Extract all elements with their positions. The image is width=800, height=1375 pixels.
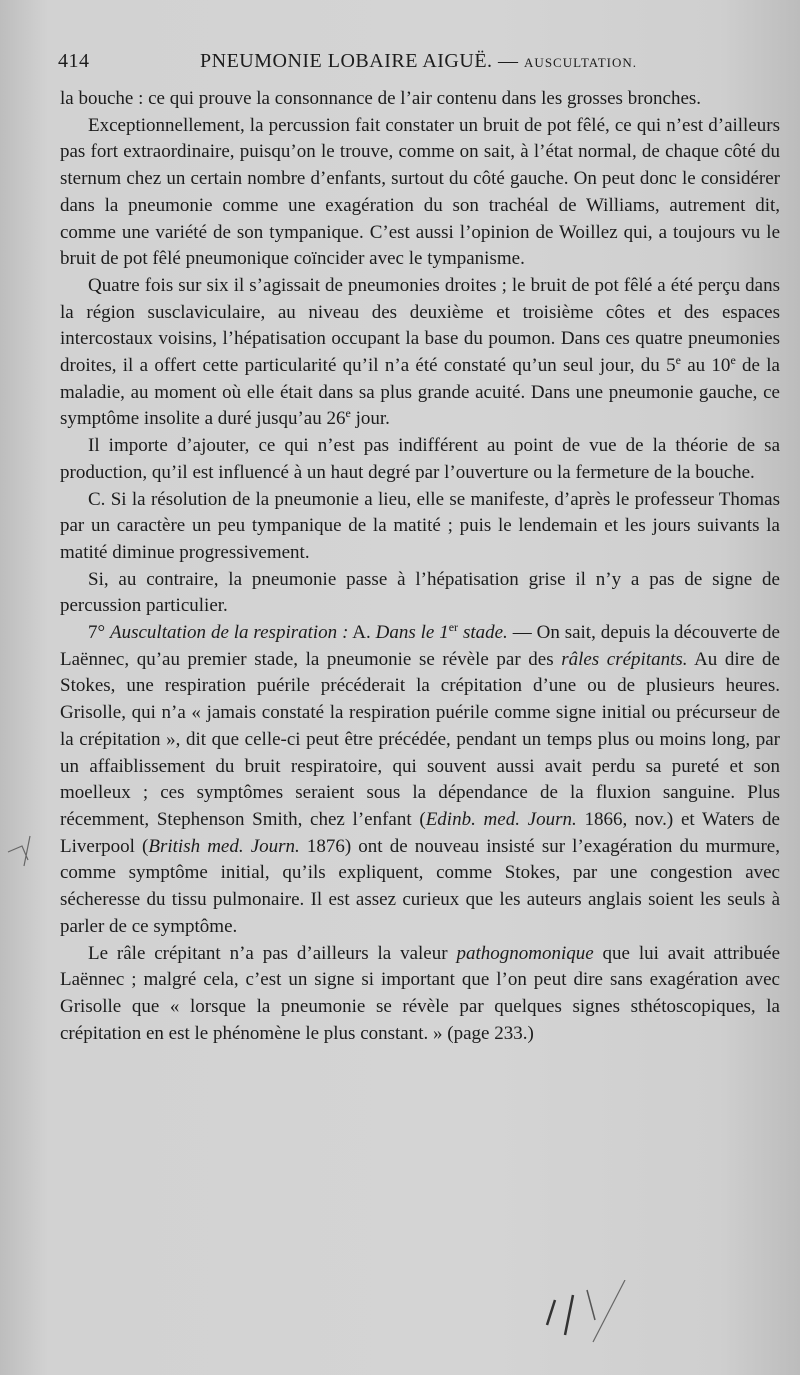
- paragraph-5: C. Si la résolution de la pneumonie a lieu, elle se manifeste, d’après le professeur Thomas par un caractère un peu tympanique de la matité ; puis le lendemain et les jours suivants la matité diminue progressivement.: [60, 488, 780, 563]
- page-body: [60, 86, 780, 1047]
- subsection-heading: Auscultation de la respiration :: [110, 622, 349, 644]
- paragraph-4: Il importe d’ajouter, ce qui n’est pas indifférent au point de vue de la théorie de sa production, qu’il est influencé à un haut degré par l’ouverture ou la fermeture de la bouche.: [60, 435, 780, 483]
- paragraph-6: Si, au contraire, la pneumonie passe à l’hépatisation grise il n’y a pas de signe de percussion particulier.: [60, 568, 780, 617]
- paragraph-7: 7° Auscultation de la respiration : A. Dans le 1er stade. — On sait, depuis la découverte de Laënnec, qu’au premier stade, la pneumonie se révèle par des râles crépitants. Au dire de Stokes, une respiration puérile précéderait la crépitation d’une ou de plusieurs heures. Grisolle, qui n’a « jamais constaté la respiration puérile comme signe initial ou précurseur de la crépitation », dit que celle-ci peut être précédée, pendant un temps plus ou moins long, par un affaiblissement du bruit respiratoire, qui souvent aussi avait perdu sa pureté et son moelleux ; ces symptômes seraient sous la dépendance de la fluxion sanguine. Plus récemment, Stephenson Smith, chez l’enfant (Edinb. med. Journ. 1866, nov.) et Waters de Liverpool (British med. Journ. 1876) ont de nouveau insisté sur l’exagération du murmure, comme symptôme initial, qu’ils expliquent, comme Stokes, par une congestion avec sécheresse du tissu pulmonaire. Il est assez curieux que les auteurs anglais soient les seuls à parler de ce symptôme.: [60, 620, 780, 937]
- paragraph-8: Le râle crépitant n’a pas d’ailleurs la valeur pathognomonique que lui avait attribuée Laënnec ; malgré cela, c’est un signe si important que l’on peut dire sans exagération avec Grisolle que « lorsque la pneumonie se révèle par quelques signes sthétoscopiques, la crépitation en est le phénomène le plus constant. » (page 233.): [60, 942, 780, 1044]
- paragraph-1: la bouche : ce qui prouve la consonnance de l’air contenu dans les grosses bronches.: [60, 88, 702, 109]
- margin-mark-icon: [4, 830, 44, 870]
- running-header: [58, 50, 768, 80]
- section-name: AUSCULTATION.: [524, 55, 638, 70]
- paragraph-3: Quatre fois sur six il s’agissait de pneumonies droites ; le bruit de pot fêlé a été perçu dans la région susclaviculaire, au niveau des deuxième et troisième côtes et des espaces intercostaux voisins, l’hépatisation occupant la base du poumon. Dans ces quatre pneumonies droites, il a offert cette particularité qu’il n’a été constaté qu’un seul jour, du 5e au 10e de la maladie, au moment où elle était dans sa plus grande acuité. Dans une pneumonie gauche, ce symptôme insolite a duré jusqu’au 26e jour.: [60, 274, 780, 430]
- paragraph-2: Exceptionnellement, la percussion fait constater un bruit de pot fêlé, ce qui n’est d’ailleurs pas fort extraordinaire, puisqu’on le trouve, comme on sait, à l’état normal, de chaque côté du sternum chez un certain nombre d’enfants, surtout du côté gauche. On peut donc le considérer dans la pneumonie comme une exagération du son trachéal de Williams, autrement dit, comme une variété de son tympanique. C’est aussi l’opinion de Woillez qui, a toujours vu le bruit de pot fêlé pneumonique coïncider avec le tympanisme.: [60, 114, 780, 270]
- page-number: 414: [58, 50, 90, 72]
- running-title: PNEUMONIE LOBAIRE AIGUË. — AUSCULTATION.: [200, 50, 638, 72]
- pencil-mark-icon: [525, 1280, 635, 1350]
